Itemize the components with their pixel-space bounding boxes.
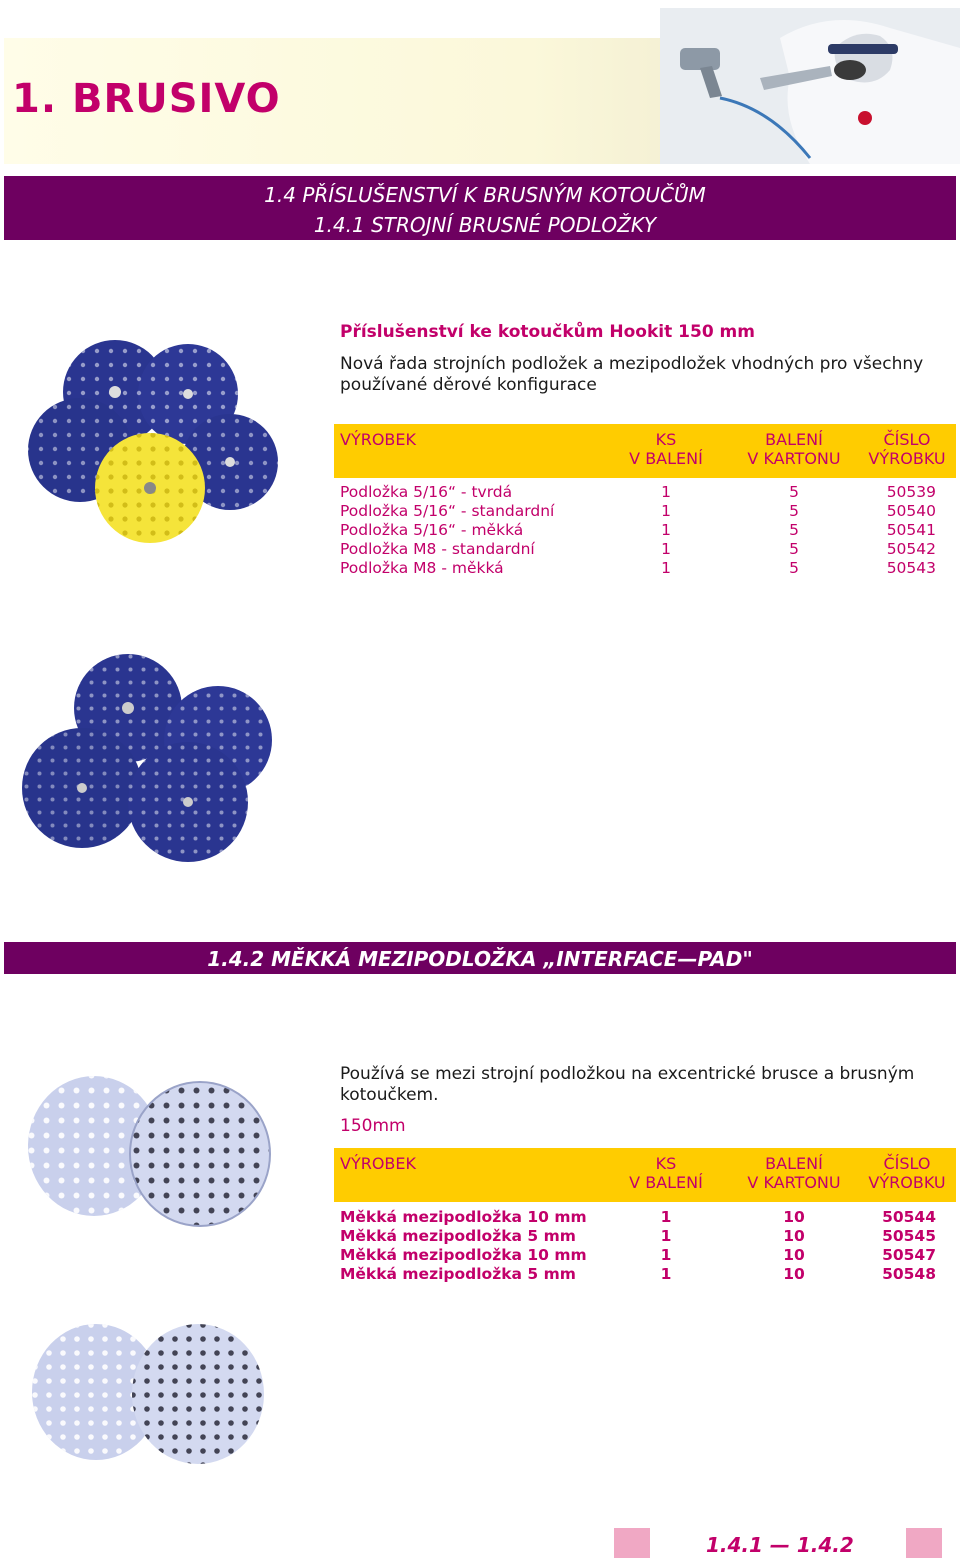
- interface-pads-image: [24, 1068, 284, 1238]
- qty-pack: 1: [661, 540, 671, 558]
- size-label: 150mm: [340, 1116, 406, 1136]
- product-name: Podložka M8 - standardní: [340, 540, 535, 558]
- section-title: 1.4 PŘÍSLUŠENSTVÍ K BRUSNÝM KOTOUČŮM: [264, 183, 706, 207]
- qty-pack: 1: [661, 559, 671, 577]
- qty-carton: 10: [783, 1227, 805, 1245]
- col-product: VÝROBEK: [340, 430, 417, 449]
- footer-label: 1.4.1 — 1.4.2: [706, 1533, 854, 1557]
- product-number: 50545: [882, 1227, 936, 1245]
- qty-pack: 1: [661, 521, 671, 539]
- page-title: 1. BRUSIVO: [12, 76, 281, 122]
- table-row: [340, 502, 956, 521]
- product-number: 50541: [886, 521, 936, 539]
- col-number: ČÍSLO VÝROBKU: [868, 430, 946, 468]
- product-name: Podložka 5/16“ - tvrdá: [340, 483, 513, 501]
- product-number: 50542: [886, 540, 936, 558]
- qty-carton: 5: [789, 521, 799, 539]
- section-header: [4, 176, 956, 240]
- col-bal: BALENÍ V KARTONU: [747, 430, 841, 468]
- painter-photo: [660, 8, 960, 164]
- qty-carton: 5: [789, 540, 799, 558]
- product-name: Podložka 5/16“ - měkká: [340, 521, 524, 539]
- product-name: Měkká mezipodložka 10 mm: [340, 1208, 587, 1226]
- col-ks: KS V BALENÍ: [629, 430, 703, 468]
- table-row: [340, 483, 956, 502]
- qty-carton: 10: [783, 1265, 805, 1283]
- interface-pads-image-2: [28, 1318, 278, 1468]
- table-row: [340, 1208, 956, 1227]
- footer-marker-left: [614, 1528, 650, 1558]
- product-number: 50540: [886, 502, 936, 520]
- qty-pack: 1: [661, 483, 671, 501]
- product-number: 50544: [882, 1208, 936, 1226]
- footer-marker-right: [906, 1528, 942, 1558]
- table-row: [340, 521, 956, 540]
- product-name: Měkká mezipodložka 10 mm: [340, 1246, 587, 1264]
- section2-title: 1.4.2 MĚKKÁ MEZIPODLOŽKA „INTERFACE—PAD": [207, 947, 753, 971]
- blue-disc: [128, 742, 248, 862]
- qty-pack: 1: [660, 1227, 672, 1245]
- qty-carton: 10: [783, 1208, 805, 1226]
- blue-pads-image: [20, 650, 280, 870]
- interface-pad: [132, 1324, 264, 1464]
- table-row: [340, 1246, 956, 1265]
- product-name: Měkká mezipodložka 5 mm: [340, 1227, 576, 1245]
- qty-carton: 10: [783, 1246, 805, 1264]
- subsection-title: 1.4.1 STROJNÍ BRUSNÉ PODLOŽKY: [313, 213, 657, 237]
- col-ks: KS V BALENÍ: [629, 1154, 703, 1192]
- product-number: 50539: [886, 483, 936, 501]
- section-header-2: [4, 942, 956, 974]
- product-number: 50548: [882, 1265, 936, 1283]
- qty-pack: 1: [660, 1246, 672, 1264]
- product-number: 50543: [886, 559, 936, 577]
- backing-pads-image: [20, 330, 320, 550]
- qty-pack: 1: [660, 1208, 672, 1226]
- blue-disc: [22, 728, 142, 848]
- product-name: Podložka M8 - měkká: [340, 559, 504, 577]
- qty-carton: 5: [789, 483, 799, 501]
- table-row: [340, 540, 956, 559]
- table2-header: [334, 1148, 956, 1202]
- product-name: Podložka 5/16“ - standardní: [340, 502, 555, 520]
- interface-pad: [130, 1082, 270, 1226]
- table-row: [340, 1265, 956, 1284]
- qty-pack: 1: [660, 1265, 672, 1283]
- qty-carton: 5: [789, 502, 799, 520]
- col-product: VÝROBEK: [340, 1154, 417, 1173]
- qty-pack: 1: [661, 502, 671, 520]
- col-bal: BALENÍ V KARTONU: [747, 1154, 841, 1192]
- block1-description: Nová řada strojních podložek a mezipodložek vhodných pro všechny používané děrové konfigurace: [340, 354, 924, 395]
- table-row: [340, 1227, 956, 1246]
- block1-heading: Příslušenství ke kotoučkům Hookit 150 mm: [340, 322, 755, 342]
- qty-carton: 5: [789, 559, 799, 577]
- col-number: ČÍSLO VÝROBKU: [868, 1154, 946, 1192]
- table-row: [340, 559, 956, 578]
- product-name: Měkká mezipodložka 5 mm: [340, 1265, 576, 1283]
- table1-header: [334, 424, 956, 478]
- product-number: 50547: [882, 1246, 936, 1264]
- block2-description: Používá se mezi strojní podložkou na excentrické brusce a brusným kotoučkem.: [340, 1064, 915, 1105]
- yellow-disc: [95, 433, 205, 543]
